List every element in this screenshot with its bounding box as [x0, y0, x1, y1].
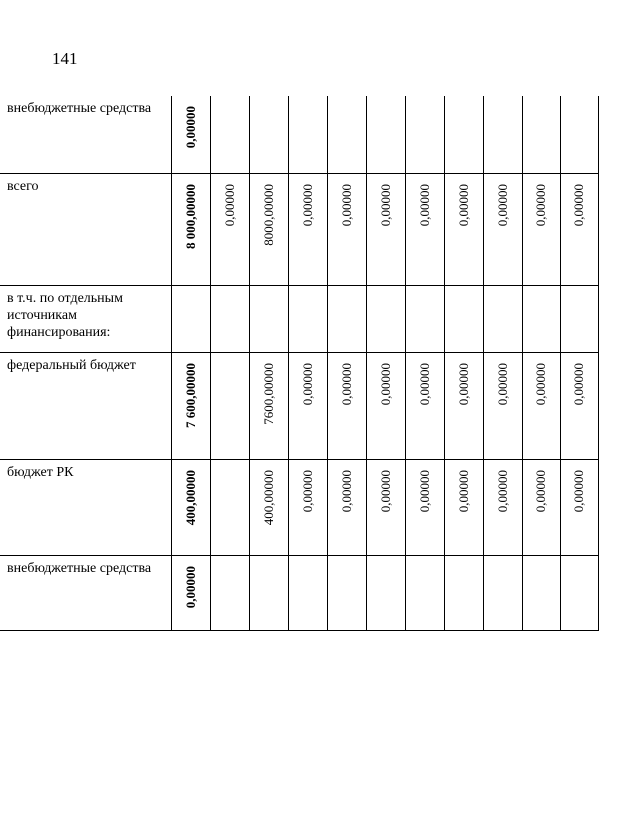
value-cell	[483, 173, 522, 285]
row-total-cell	[171, 173, 210, 285]
cell-value: 0,00000	[455, 183, 471, 226]
value-cell	[522, 352, 560, 459]
value-cell	[444, 96, 483, 173]
value-cell	[210, 555, 249, 630]
cell-value: 0,00000	[533, 362, 548, 405]
table-row	[0, 555, 598, 630]
row-total-cell	[171, 96, 210, 173]
row-total-cell	[171, 555, 210, 630]
table-row	[0, 285, 598, 352]
value-cell	[366, 96, 405, 173]
row-label: внебюджетные средства	[0, 96, 171, 173]
cell-value: 0,00000	[416, 183, 432, 226]
value-cell	[405, 285, 444, 352]
value-cell	[522, 96, 560, 173]
row-label: бюджет РК	[0, 459, 171, 555]
row-total-value: 0,00000	[182, 106, 198, 149]
row-total-value: 0,00000	[182, 565, 198, 608]
value-cell	[522, 285, 560, 352]
value-cell	[405, 352, 444, 459]
value-cell	[444, 555, 483, 630]
value-cell	[327, 352, 366, 459]
value-cell	[327, 285, 366, 352]
value-cell	[366, 285, 405, 352]
value-cell	[327, 96, 366, 173]
value-cell	[483, 459, 522, 555]
cell-value: 0,00000	[338, 183, 354, 226]
value-cell	[366, 555, 405, 630]
value-cell	[444, 173, 483, 285]
value-cell	[210, 459, 249, 555]
value-cell	[444, 459, 483, 555]
cell-value: 0,00000	[571, 362, 586, 405]
value-cell	[522, 459, 560, 555]
cell-value: 0,00000	[494, 469, 510, 512]
cell-value: 0,00000	[533, 183, 548, 226]
value-cell	[288, 555, 327, 630]
cell-value: 0,00000	[299, 183, 315, 226]
value-cell	[249, 459, 288, 555]
row-total-cell	[171, 352, 210, 459]
value-cell	[560, 459, 598, 555]
cell-value: 0,00000	[338, 362, 354, 405]
value-cell	[288, 285, 327, 352]
cell-value: 8000,00000	[260, 183, 276, 246]
cell-value: 0,00000	[533, 469, 548, 512]
value-cell	[249, 285, 288, 352]
cell-value: 0,00000	[455, 469, 471, 512]
value-cell	[483, 555, 522, 630]
value-cell	[249, 96, 288, 173]
cell-value: 400,00000	[260, 469, 276, 525]
value-cell	[366, 459, 405, 555]
value-cell	[444, 352, 483, 459]
table-row	[0, 96, 598, 173]
cell-value: 0,00000	[338, 469, 354, 512]
row-total-cell	[171, 459, 210, 555]
cell-value: 0,00000	[377, 469, 393, 512]
budget-table	[0, 96, 599, 631]
value-cell	[327, 555, 366, 630]
value-cell	[249, 352, 288, 459]
value-cell	[405, 459, 444, 555]
value-cell	[405, 96, 444, 173]
cell-value: 0,00000	[455, 362, 471, 405]
row-total-value: 8 000,00000	[182, 183, 198, 249]
page-number: 141	[52, 49, 78, 68]
cell-value: 0,00000	[377, 183, 393, 226]
value-cell	[366, 352, 405, 459]
value-cell	[483, 96, 522, 173]
cell-value: 0,00000	[571, 183, 586, 226]
value-cell	[327, 173, 366, 285]
row-total-value: 7 600,00000	[182, 362, 198, 428]
value-cell	[444, 285, 483, 352]
value-cell	[288, 459, 327, 555]
value-cell	[210, 173, 249, 285]
value-cell	[560, 285, 598, 352]
table-row	[0, 352, 598, 459]
row-total-cell	[171, 285, 210, 352]
cell-value: 0,00000	[494, 362, 510, 405]
value-cell	[522, 173, 560, 285]
value-cell	[560, 352, 598, 459]
value-cell	[210, 285, 249, 352]
value-cell	[560, 555, 598, 630]
row-label: внебюджетные средства	[0, 555, 171, 630]
row-label: всего	[0, 173, 171, 285]
value-cell	[522, 555, 560, 630]
cell-value: 0,00000	[416, 469, 432, 512]
row-total-value: 400,00000	[182, 469, 198, 525]
value-cell	[288, 173, 327, 285]
cell-value: 0,00000	[571, 469, 586, 512]
cell-value: 0,00000	[221, 183, 237, 226]
value-cell	[366, 173, 405, 285]
value-cell	[288, 96, 327, 173]
value-cell	[210, 352, 249, 459]
value-cell	[560, 173, 598, 285]
value-cell	[249, 555, 288, 630]
row-label: в т.ч. по отдельным источникам финансирования:	[0, 285, 171, 352]
value-cell	[483, 352, 522, 459]
cell-value: 0,00000	[299, 469, 315, 512]
cell-value: 0,00000	[416, 362, 432, 405]
row-label: федеральный бюджет	[0, 352, 171, 459]
cell-value: 0,00000	[377, 362, 393, 405]
value-cell	[327, 459, 366, 555]
table-row	[0, 173, 598, 285]
value-cell	[483, 285, 522, 352]
value-cell	[405, 173, 444, 285]
cell-value: 7600,00000	[260, 362, 276, 425]
value-cell	[210, 96, 249, 173]
table-row	[0, 459, 598, 555]
value-cell	[249, 173, 288, 285]
value-cell	[405, 555, 444, 630]
value-cell	[560, 96, 598, 173]
cell-value: 0,00000	[494, 183, 510, 226]
value-cell	[288, 352, 327, 459]
cell-value: 0,00000	[299, 362, 315, 405]
